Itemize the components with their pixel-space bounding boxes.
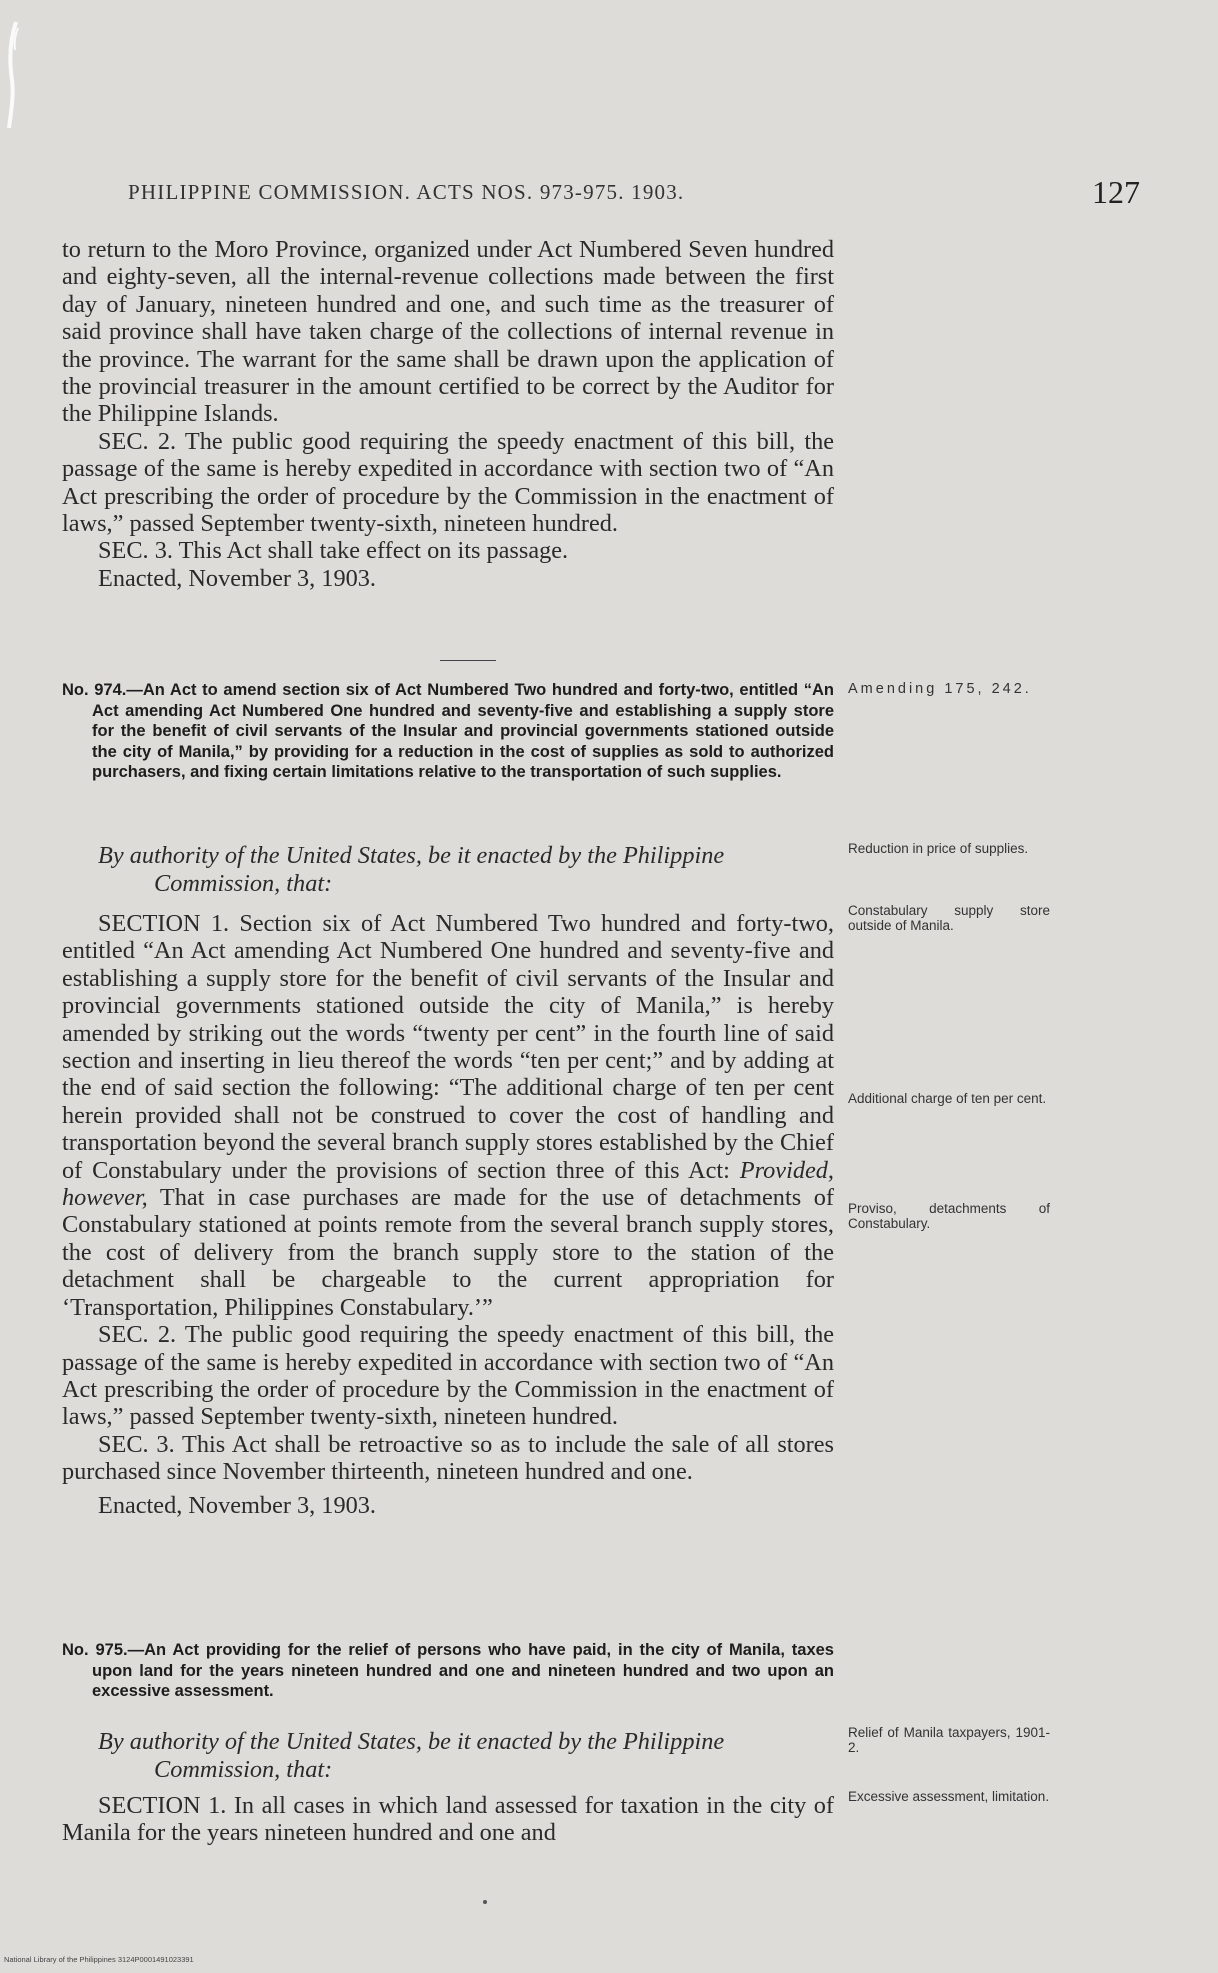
margin-note-reduction: Reduction in price of supplies.	[848, 841, 1029, 856]
act-974-section-3	[62, 1431, 834, 1486]
margin-note-relief: Relief of Manila taxpayers, 1901-2.	[848, 1725, 1050, 1755]
section-label: SEC. 3.	[98, 537, 173, 565]
margin-note-excessive-assessment: Excessive assessment, limitation.	[848, 1789, 1050, 1804]
running-head: PHILIPPINE COMMISSION. ACTS NOS. 973-975. 1903.	[128, 180, 685, 204]
act-975-body	[62, 1728, 834, 1847]
section-label: SEC. 2.	[98, 427, 177, 455]
margin-note-amending: Amending 175, 242.	[848, 681, 1032, 697]
section-label: SEC. 3.	[98, 1430, 175, 1458]
section-text: This Act shall take effect on its passage.	[178, 537, 569, 565]
page-edge-mark	[6, 20, 24, 130]
act-974-section-1	[62, 910, 834, 1321]
act-973-ending	[62, 236, 834, 593]
act-973-section-3	[62, 537, 834, 564]
act-975-title: No. 975.—An Act providing for the relief of persons who have paid, in the city of Manila, taxes upon land for the years nineteen hundred and one and nineteen hundred and two upon an excessive assessment.	[62, 1641, 834, 1700]
section-text: The public good requiring the speedy enactment of this bill, the passage of the same is hereby expedited in accordance with section two of “An Act prescribing the order of procedure by the Commission in the enactment of laws,” passed September twenty-sixth, nineteen hundred.	[62, 427, 835, 538]
act-973-enacted-date: Enacted, November 3, 1903.	[98, 564, 376, 592]
proviso-phrase: Provided, however,	[62, 1156, 834, 1212]
act-975-enacting-clause	[62, 1728, 834, 1784]
act-974-title: No. 974.—An Act to amend section six of Act Numbered Two hundred and forty-two, entitled “An Act amending Act Numbered One hundred and seventy-five and establishing a supply store for the benefit of civil servants of the Insular and provincial governments stationed outside the city of Manila,” by providing for a reduction in the cost of supplies as sold to authorized purchasers, and fixing certain limitations relative to the transportation of such supplies.	[62, 681, 834, 781]
margin-note-constabulary-store: Constabulary supply store outside of Manila.	[848, 903, 1050, 933]
act-973-section-2	[62, 428, 834, 538]
section-text: The public good requiring the speedy enactment of this bill, the passage of the same is hereby expedited in accordance with section two of “An Act prescribing the order of procedure by the Commission in the enactment of laws,” passed September twenty-sixth, nineteen hundred.	[62, 1321, 835, 1431]
act-974-section-2	[62, 1321, 834, 1431]
margin-note-proviso: Proviso, detachments of Constabulary.	[848, 1201, 1050, 1231]
section-label: SECTION 1.	[98, 1792, 227, 1819]
act-974-enacting-clause	[62, 842, 834, 898]
section-divider	[440, 660, 496, 661]
enacting-clause-line-2: Commission, that:	[154, 1756, 333, 1783]
section-text-continued: That in case purchases are made for the use of detachments of Constabulary stationed at points remote from the several branch supply stores, the cost of delivery from the branch supply store to the station of the detachment shall be chargeable to the current appropriation for ‘Transportation, Philippines Constabulary.’”	[62, 1184, 834, 1321]
act-974-title-block	[62, 680, 834, 783]
page-number: 127	[1092, 174, 1140, 210]
enacting-clause-line-1: By authority of the United States, be it enacted by the Philippine	[98, 842, 725, 869]
section-label: SECTION 1.	[98, 910, 230, 937]
act-975-title-block	[62, 1640, 834, 1702]
act-974-enacted-date: Enacted, November 3, 1903.	[98, 1491, 376, 1519]
act-973-continuation: to return to the Moro Province, organized under Act Numbered Seven hundred and eighty-seven, all the internal-revenue collections made between the first day of January, nineteen hundred and one, and such time as the treasurer of said province shall have taken charge of the collections of internal revenue in the province. The warrant for the same shall be drawn upon the application of the provincial treasurer in the amount certified to be correct by the Auditor for the Philippine Islands.	[62, 236, 834, 428]
enacting-clause-line-1: By authority of the United States, be it enacted by the Philippine	[98, 1728, 725, 1755]
section-text: This Act shall be retroactive so as to include the sale of all stores purchased since November thirteenth, nineteen hundred and one.	[62, 1430, 835, 1486]
page-speck	[483, 1900, 487, 1904]
act-975-section-1	[62, 1792, 834, 1847]
enacting-clause-line-2: Commission, that:	[154, 870, 333, 897]
act-974-body	[62, 842, 834, 1520]
section-text: In all cases in which land assessed for taxation in the city of Manila for the years nineteen hundred and one and	[62, 1792, 834, 1847]
section-label: SEC. 2.	[98, 1321, 177, 1349]
section-text: Section six of Act Numbered Two hundred and forty-two, entitled “An Act amending Act Numbered One hundred and seventy-five and establishing a supply store for the benefit of civil servants of the Insular and provincial governments stationed outside the city of Manila,” is hereby amended by striking out the words “twenty per cent” in the fourth line of said section and inserting in lieu thereof the words “ten per cent;” and by adding at the end of said section the following: “The additional charge of ten per cent herein provided shall not be construed to cover the cost of handling and transportation beyond the several branch supply stores established by the Chief of Constabulary under the provisions of section three of this Act:	[62, 910, 834, 1184]
margin-note-additional-charge: Additional charge of ten per cent.	[848, 1091, 1047, 1106]
scan-credit: National Library of the Philippines 3124P0001491023391	[4, 1955, 194, 1964]
